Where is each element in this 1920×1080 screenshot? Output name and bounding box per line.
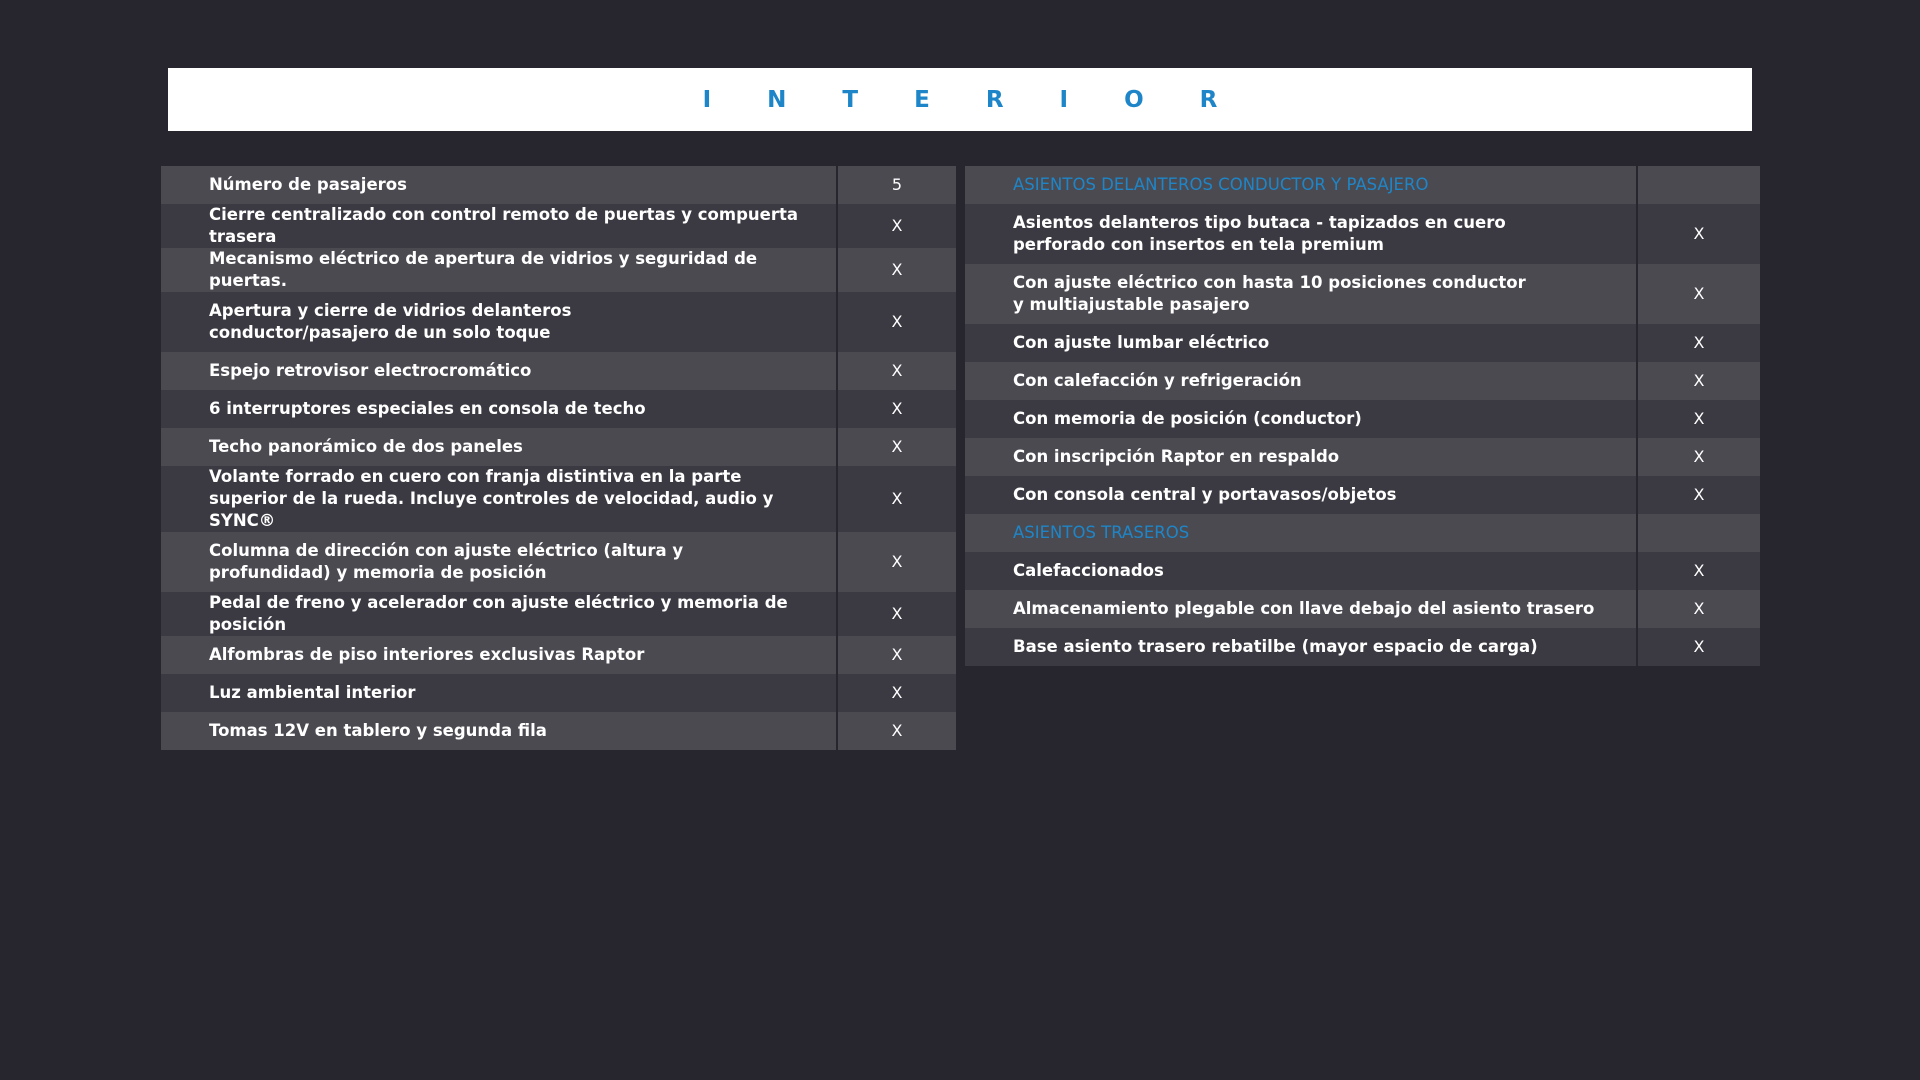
table-row xyxy=(965,264,1760,324)
table-row xyxy=(161,166,956,204)
feature-label: Número de pasajeros xyxy=(161,166,837,204)
feature-label: Luz ambiental interior xyxy=(161,674,837,712)
feature-value: X xyxy=(837,428,956,466)
feature-label: Con calefacción y refrigeración xyxy=(965,362,1637,400)
feature-label: Tomas 12V en tablero y segunda fila xyxy=(161,712,837,750)
table-row xyxy=(965,324,1760,362)
table-row xyxy=(161,466,956,532)
feature-label: Volante forrado en cuero con franja distintiva en la parte superior de la rueda. Incluye controles de velocidad, audio y SYNC® xyxy=(161,466,837,532)
feature-label: Con inscripción Raptor en respaldo xyxy=(965,438,1637,476)
feature-value: X xyxy=(837,352,956,390)
feature-value: X xyxy=(1637,204,1760,264)
table-row xyxy=(161,532,956,592)
feature-value: X xyxy=(837,466,956,532)
feature-value: 5 xyxy=(837,166,956,204)
table-row xyxy=(965,438,1760,476)
feature-value: X xyxy=(837,592,956,636)
feature-value: X xyxy=(1637,628,1760,666)
feature-value: X xyxy=(1637,552,1760,590)
feature-label: Con ajuste eléctrico con hasta 10 posiciones conductor y multiajustable pasajero xyxy=(965,264,1637,324)
feature-label: Base asiento trasero rebatilbe (mayor espacio de carga) xyxy=(965,628,1637,666)
table-row xyxy=(161,636,956,674)
feature-label: Columna de dirección con ajuste eléctrico (altura y profundidad) y memoria de posición xyxy=(161,532,837,592)
feature-value xyxy=(1637,166,1760,204)
table-row xyxy=(965,400,1760,438)
feature-label: Apertura y cierre de vidrios delanteros conductor/pasajero de un solo toque xyxy=(161,292,837,352)
table-row xyxy=(965,476,1760,514)
section-banner xyxy=(168,68,1752,131)
table-row xyxy=(161,428,956,466)
table-row xyxy=(965,590,1760,628)
feature-label: Asientos delanteros tipo butaca - tapizados en cuero perforado con insertos en tela premium xyxy=(965,204,1637,264)
section-header-label: ASIENTOS TRASEROS xyxy=(965,514,1637,552)
table-row xyxy=(161,248,956,292)
feature-label: Con memoria de posición (conductor) xyxy=(965,400,1637,438)
feature-value: X xyxy=(1637,476,1760,514)
feature-value: X xyxy=(837,636,956,674)
feature-label: Mecanismo eléctrico de apertura de vidrios y seguridad de puertas. xyxy=(161,248,837,292)
table-row xyxy=(161,674,956,712)
feature-value: X xyxy=(1637,324,1760,362)
feature-value: X xyxy=(837,712,956,750)
section-header-row xyxy=(965,514,1760,552)
feature-value: X xyxy=(1637,590,1760,628)
feature-label: Espejo retrovisor electrocromático xyxy=(161,352,837,390)
interior-features-table-left xyxy=(161,166,956,750)
feature-value: X xyxy=(837,390,956,428)
feature-value: X xyxy=(1637,264,1760,324)
feature-value: X xyxy=(837,204,956,248)
table-row xyxy=(965,552,1760,590)
feature-label: Calefaccionados xyxy=(965,552,1637,590)
section-header-row xyxy=(965,166,1760,204)
feature-label: Techo panorámico de dos paneles xyxy=(161,428,837,466)
interior-features-table-right xyxy=(965,166,1760,666)
table-row xyxy=(161,292,956,352)
feature-value: X xyxy=(1637,362,1760,400)
table-row xyxy=(965,362,1760,400)
feature-value: X xyxy=(837,532,956,592)
table-row xyxy=(161,592,956,636)
feature-label: Alfombras de piso interiores exclusivas Raptor xyxy=(161,636,837,674)
feature-value: X xyxy=(1637,438,1760,476)
table-row xyxy=(965,204,1760,264)
feature-value xyxy=(1637,514,1760,552)
table-row xyxy=(161,352,956,390)
feature-value: X xyxy=(1637,400,1760,438)
feature-label: Almacenamiento plegable con llave debajo del asiento trasero xyxy=(965,590,1637,628)
feature-label: Con ajuste lumbar eléctrico xyxy=(965,324,1637,362)
feature-label: Con consola central y portavasos/objetos xyxy=(965,476,1637,514)
section-title: I N T E R I O R xyxy=(702,86,1242,113)
table-row xyxy=(161,712,956,750)
feature-value: X xyxy=(837,292,956,352)
feature-value: X xyxy=(837,248,956,292)
table-row xyxy=(965,628,1760,666)
table-row xyxy=(161,390,956,428)
feature-label: 6 interruptores especiales en consola de techo xyxy=(161,390,837,428)
table-row xyxy=(161,204,956,248)
feature-label: Pedal de freno y acelerador con ajuste eléctrico y memoria de posición xyxy=(161,592,837,636)
section-header-label: ASIENTOS DELANTEROS CONDUCTOR Y PASAJERO xyxy=(965,166,1637,204)
feature-value: X xyxy=(837,674,956,712)
feature-label: Cierre centralizado con control remoto de puertas y compuerta trasera xyxy=(161,204,837,248)
